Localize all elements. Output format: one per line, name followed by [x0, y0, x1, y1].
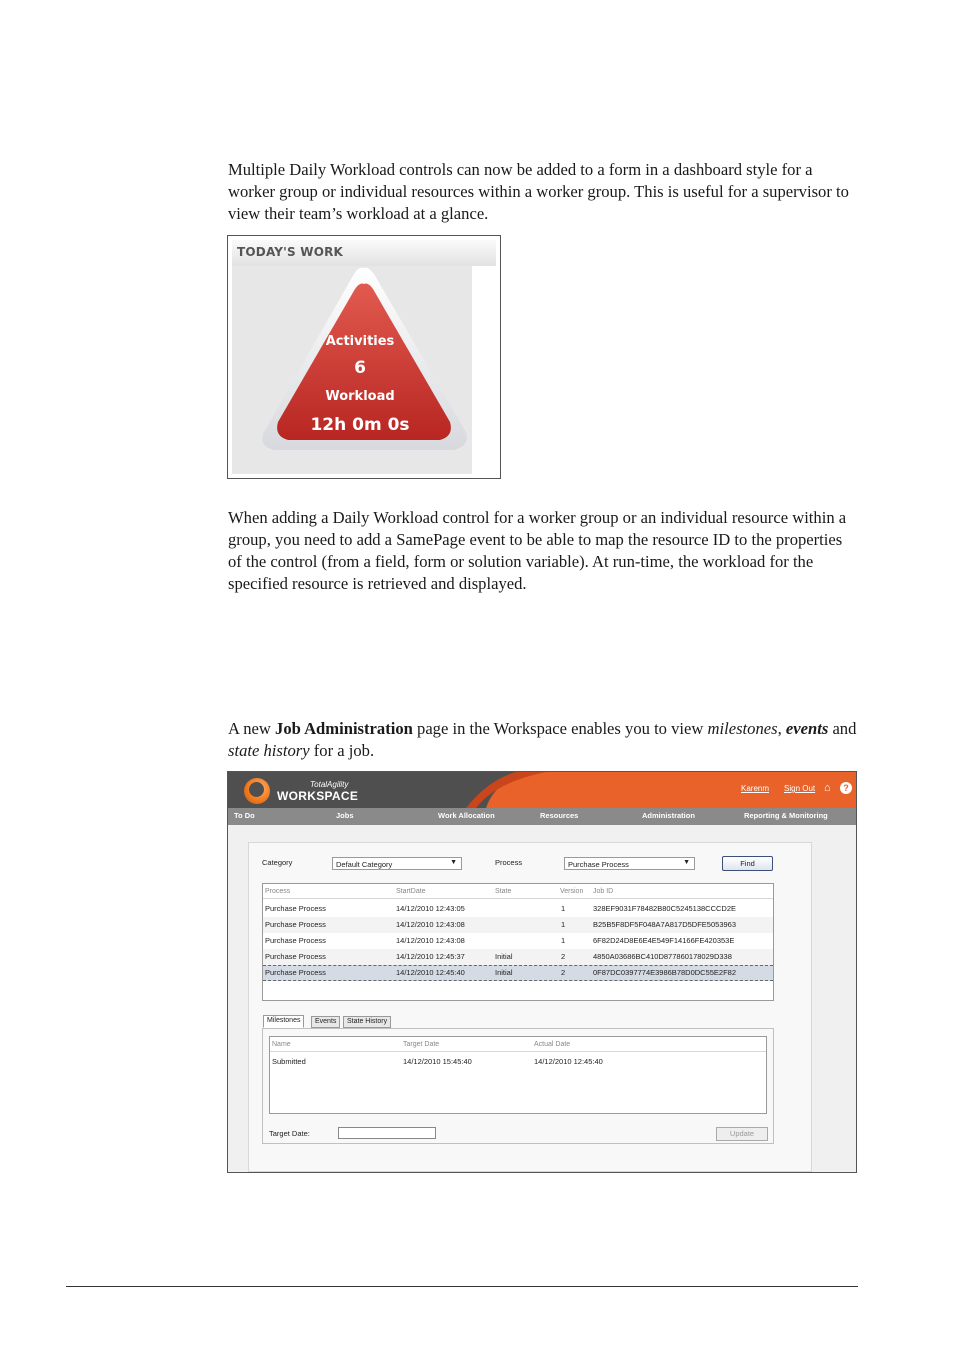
col-version: Version: [560, 888, 584, 895]
cell-job-id: B25B5F8DF5F048A7A817D5DFE5053963: [593, 920, 737, 929]
jobs-table: [262, 883, 774, 1001]
workload-triangle-icon: [228, 236, 500, 478]
workload-label: Workload: [325, 389, 395, 404]
cell-actual-date: 14/12/2010 12:45:40: [534, 1057, 603, 1066]
cell-version: 1: [561, 920, 566, 929]
milestones-italic: milestones: [707, 719, 778, 738]
col-name: Name: [272, 1041, 291, 1048]
tab-milestones[interactable]: Milestones: [263, 1015, 304, 1028]
cell-job-id: 4850A03686BC410D877860178029D338: [593, 952, 732, 961]
category-value: Default Category: [336, 860, 393, 869]
tab-state-history[interactable]: State History: [343, 1016, 391, 1028]
nav-item-resources[interactable]: Resources: [540, 811, 579, 820]
intro-paragraph: Multiple Daily Workload controls can now be added to a form in a dashboard style for a worker group or individual resources within a worker group. This is useful for a supervisor to view their team’s workload at a glance.: [228, 160, 849, 223]
resource-paragraph: When adding a Daily Workload control for a worker group or an individual resource within a group, you need to add a SamePage event to be able to map the resource ID to the properties of the control (from a field, form or solution variable). At run-time, the workload for the specified resource is retrieved and displayed.: [228, 508, 847, 593]
todays-work-title: TODAY'S WORK: [232, 240, 496, 266]
milestones-header-row: [270, 1037, 766, 1052]
cell-target-date: 14/12/2010 15:45:40: [403, 1057, 472, 1066]
events-bold-italic: events: [785, 719, 829, 738]
cell-job-id: 0F87DC0397774E3986B78D0DC55E2F82: [593, 968, 737, 977]
user-link[interactable]: Karenm: [741, 784, 770, 793]
cell-process: Purchase Process: [265, 952, 326, 961]
chevron-down-icon: ▼: [450, 859, 457, 866]
nav-item-reporting[interactable]: Reporting & Monitoring: [744, 811, 828, 820]
cell-process: Purchase Process: [265, 936, 326, 945]
home-icon[interactable]: ⌂: [824, 782, 831, 794]
table-row[interactable]: [263, 933, 773, 949]
col-process: Process: [265, 888, 291, 895]
chevron-down-icon: ▼: [683, 859, 690, 866]
cell-version: 1: [561, 904, 566, 913]
col-startdate: StartDate: [396, 888, 426, 895]
tab-events[interactable]: Events: [311, 1016, 340, 1028]
activities-value: 6: [354, 358, 366, 378]
col-state: State: [495, 888, 512, 895]
cell-version: 1: [561, 936, 566, 945]
workspace-nav: [228, 808, 856, 825]
process-select[interactable]: [564, 857, 695, 870]
col-actual-date: Actual Date: [534, 1041, 571, 1048]
cell-startdate: 14/12/2010 12:43:08: [396, 936, 465, 945]
nav-item-administration[interactable]: Administration: [642, 811, 695, 820]
cell-state: Initial: [495, 952, 513, 961]
todays-work-widget: [227, 235, 501, 479]
state-history-italic: state history: [228, 741, 310, 760]
process-value: Purchase Process: [568, 860, 629, 869]
table-row[interactable]: [263, 949, 773, 965]
find-button[interactable]: Find: [722, 856, 773, 871]
update-button[interactable]: Update: [716, 1127, 768, 1141]
table-row[interactable]: [270, 1054, 766, 1070]
cell-process: Purchase Process: [265, 904, 326, 913]
cell-startdate: 14/12/2010 12:45:37: [396, 952, 465, 961]
cell-name: Submitted: [272, 1057, 306, 1066]
cell-state: Initial: [495, 968, 513, 977]
table-row-selected[interactable]: [263, 965, 773, 981]
workspace-header: [228, 772, 856, 808]
table-row[interactable]: [263, 917, 773, 933]
footer-rule: [66, 1286, 858, 1287]
help-icon[interactable]: ?: [840, 782, 852, 794]
jobs-header-row: [263, 884, 773, 899]
col-job-id: Job ID: [593, 888, 614, 895]
target-date-input[interactable]: [338, 1127, 436, 1139]
process-label: Process: [495, 858, 523, 867]
nav-item-work-allocation[interactable]: Work Allocation: [438, 811, 495, 820]
target-date-label: Target Date:: [269, 1129, 310, 1138]
cell-job-id: 6F82D24D8E6E4E549F14166FE420353E: [593, 936, 735, 945]
category-select[interactable]: [332, 857, 462, 870]
text-run: page in the Workspace enables you to view: [412, 719, 708, 738]
cell-process: Purchase Process: [265, 920, 326, 929]
cell-startdate: 14/12/2010 12:45:40: [396, 968, 465, 977]
text-run: for a job.: [309, 741, 375, 760]
cell-process: Purchase Process: [265, 968, 326, 977]
workspace-logo-inner: [249, 782, 264, 797]
col-target-date: Target Date: [403, 1041, 440, 1048]
text-run: and: [828, 719, 857, 738]
cell-version: 2: [561, 968, 566, 977]
category-label: Category: [262, 858, 293, 867]
cell-startdate: 14/12/2010 12:43:08: [396, 920, 465, 929]
cell-version: 2: [561, 952, 566, 961]
nav-item-jobs[interactable]: Jobs: [336, 811, 354, 820]
brand-title: WORKSPACE: [277, 789, 359, 803]
sign-out-link[interactable]: Sign Out: [784, 784, 816, 793]
activities-label: Activities: [325, 334, 395, 349]
milestones-table: [269, 1036, 767, 1114]
cell-startdate: 14/12/2010 12:43:05: [396, 904, 465, 913]
brand-small: TotalAgility: [310, 780, 349, 789]
workspace-screenshot: [227, 771, 857, 1173]
text-run: A new: [228, 719, 276, 738]
nav-item-todo[interactable]: To Do: [234, 811, 255, 820]
job-admin-paragraph: [228, 718, 858, 762]
job-administration-bold: Job Administration: [275, 719, 413, 738]
table-row[interactable]: [263, 901, 773, 917]
workload-value: 12h 0m 0s: [310, 415, 410, 435]
cell-job-id: 328EF9031F78482B80C5245138CCCD2E: [593, 904, 737, 913]
text-run: ,: [777, 719, 786, 738]
